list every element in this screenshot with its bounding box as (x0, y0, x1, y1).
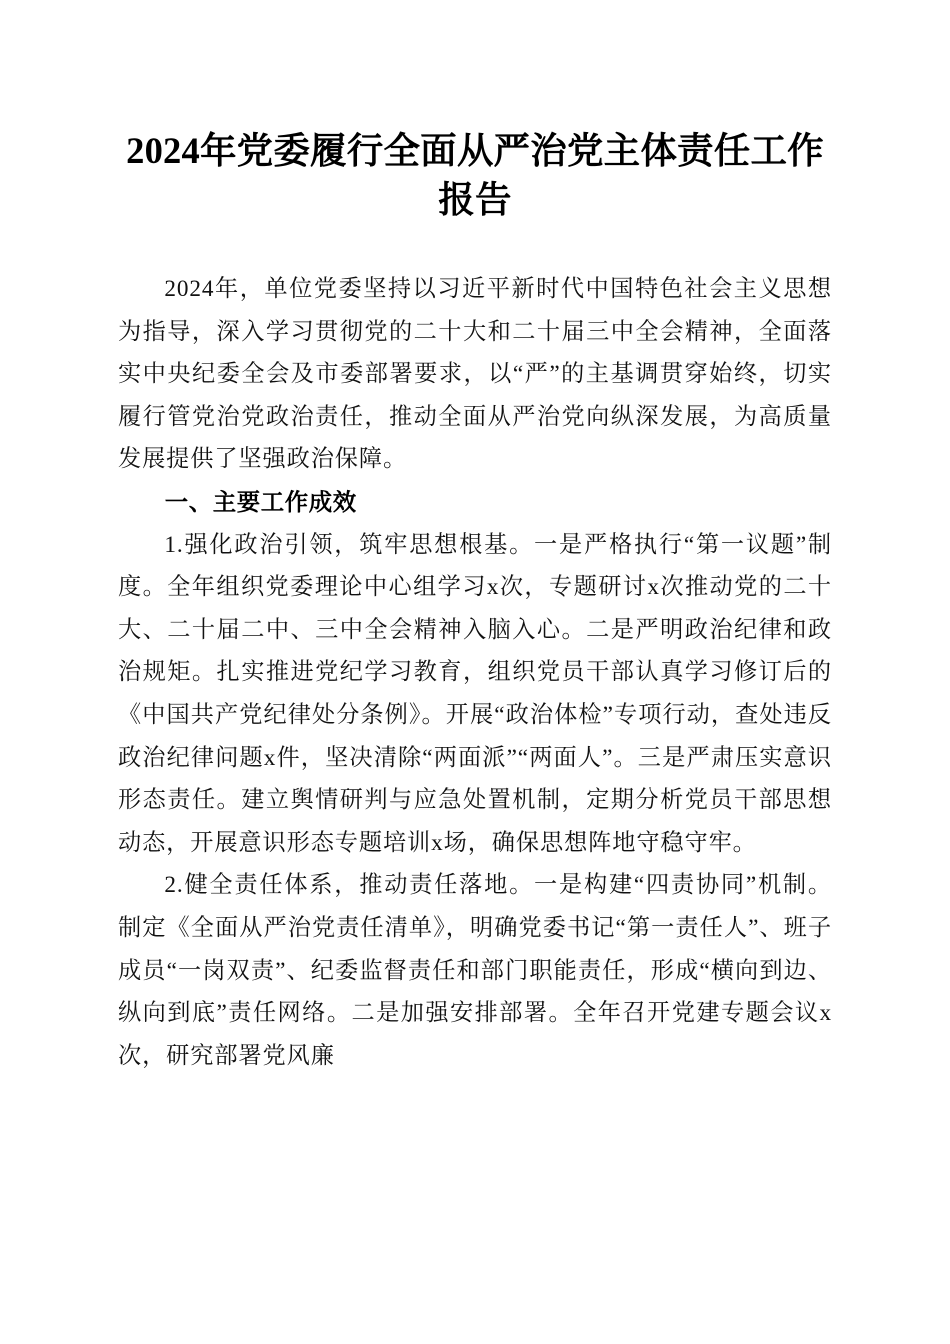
page-title: 2024年党委履行全面从严治党主体责任工作报告 (126, 130, 824, 220)
intro-paragraph: 2024年，单位党委坚持以习近平新时代中国特色社会主义思想为指导，深入学习贯彻党的二十大和二十届三中全会精神，全面落实中央纪委全会及市委部署要求，以“严”的主基调贯穿始终，切实履行管党治党政治责任，推动全面从严治党向纵深发展，为高质量发展提供了坚强政治保障。 (118, 276, 832, 473)
document-body (118, 0, 832, 1077)
item-2-paragraph: 2.健全责任体系，推动责任落地。一是构建“四责协同”机制。制定《全面从严治党责任清单》，明确党委书记“第一责任人”、班子成员“一岗双责”、纪委监督责任和部门职能责任，形成“横向到边、纵向到底”责任网络。二是加强安排部署。全年召开党建专题会议x次，研究部署党风廉 (118, 872, 832, 1069)
section-heading-1: 一、主要工作成效 (164, 488, 357, 515)
item-1-paragraph: 1.强化政治引领，筑牢思想根基。一是严格执行“第一议题”制度。全年组织党委理论中心组学习x次，专题研讨x次推动党的二十大、二十届二中、三中全会精神入脑入心。二是严明政治纪律和政治规矩。扎实推进党纪学习教育，组织党员干部认真学习修订后的《中国共产党纪律处分条例》。开展“政治体检”专项行动，查处违反政治纪律问题x件，坚决清除“两面派”“两面人”。三是严肃压实意识形态责任。建立舆情研判与应急处置机制，定期分析党员干部思想动态，开展意识形态专题培训x场，确保思想阵地守稳守牢。 (118, 531, 832, 856)
